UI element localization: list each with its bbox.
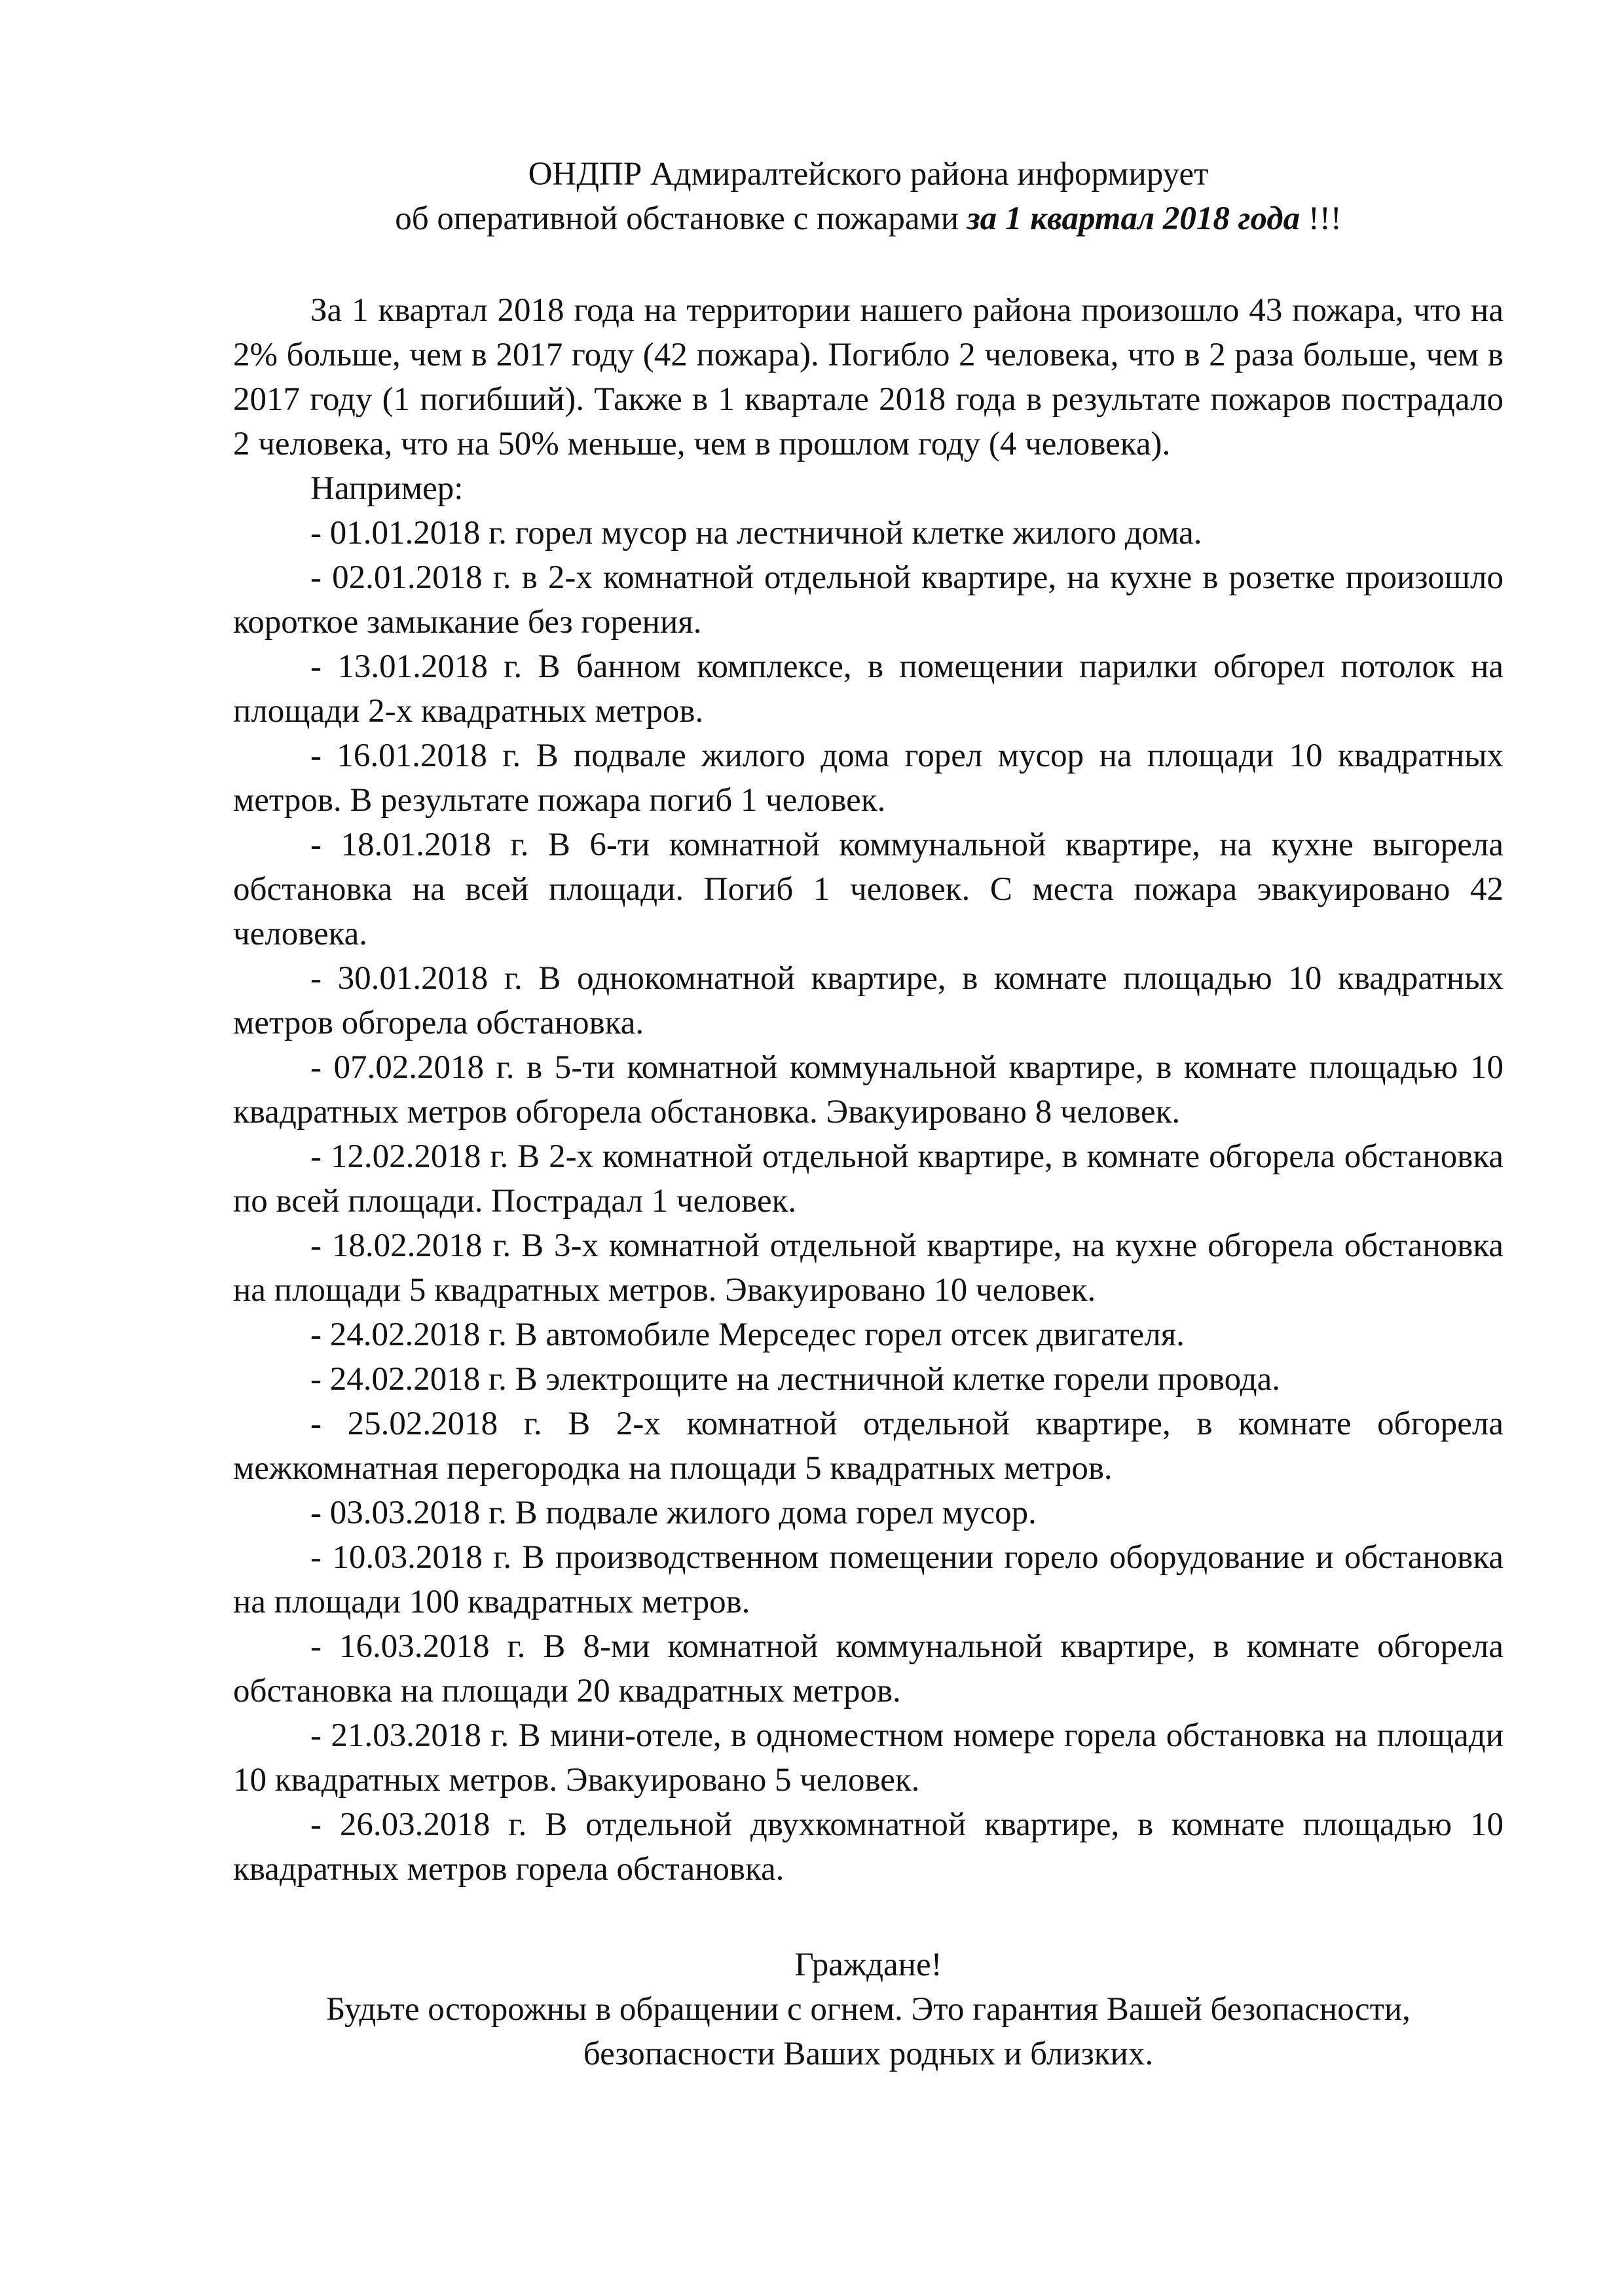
incident-item: - 16.03.2018 г. В 8-ми комнатной коммунальной квартире, в комнате обгорела обстановка на площади 20 квадратных метров. — [233, 1628, 1504, 1709]
header-line-1: ОНДПР Адмиралтейского района информирует — [528, 156, 1209, 193]
header-line-2 — [233, 196, 1504, 241]
incident-item: - 24.02.2018 г. В электрощите на лестничной клетке горели провода. — [310, 1361, 1280, 1398]
footer-appeal: Граждане! — [794, 1947, 942, 1983]
incident-item: - 13.01.2018 г. В банном комплексе, в помещении парилки обгорел потолок на площади 2-х квадратных метров. — [233, 648, 1504, 730]
incident-item: - 07.02.2018 г. в 5-ти комнатной коммунальной квартире, в комнате площадью 10 квадратных метров обгорела обстановка. Эвакуировано 8 человек. — [233, 1049, 1504, 1130]
document-header — [233, 152, 1504, 241]
document-page — [233, 152, 1504, 2076]
incident-item: - 25.02.2018 г. В 2-х комнатной отдельной квартире, в комнате обгорела межкомнатная перегородка на площади 5 квадратных метров. — [233, 1406, 1504, 1487]
summary-paragraph: За 1 квартал 2018 года на территории нашего района произошло 43 пожара, что на 2% больше, чем в 2017 году (42 пожара). Погибло 2 человека, что в 2 раза больше, чем в 2017 году (1 погибший). Также в 1 квартале 2018 года в результате пожаров пострадало 2 человека, что на 50% меньше, чем в прошлом году (4 человека). — [233, 292, 1504, 462]
incident-item: - 26.03.2018 г. В отдельной двухкомнатной квартире, в комнате площадью 10 квадратных метров горела обстановка. — [233, 1806, 1504, 1888]
incident-item: - 24.02.2018 г. В автомобиле Мерседес горел отсек двигателя. — [310, 1316, 1185, 1353]
document-body — [233, 288, 1504, 1892]
incident-item: - 12.02.2018 г. В 2-х комнатной отдельной квартире, в комнате обгорела обстановка по всей площади. Пострадал 1 человек. — [233, 1138, 1504, 1220]
document-footer — [233, 1943, 1504, 2076]
incident-item: - 03.03.2018 г. В подвале жилого дома горел мусор. — [310, 1495, 1037, 1531]
incident-item: - 30.01.2018 г. В однокомнатной квартире, в комнате площадью 10 квадратных метров обгорела обстановка. — [233, 960, 1504, 1041]
header-exclamation: !!! — [1308, 200, 1342, 237]
footer-line-2: безопасности Ваших родных и близких. — [583, 2036, 1154, 2072]
header-period: за 1 квартал 2018 года — [967, 200, 1301, 237]
incident-item: - 02.01.2018 г. в 2-х комнатной отдельной квартире, на кухне в розетке произошло короткое замыкание без горения. — [233, 559, 1504, 641]
incident-item: - 16.01.2018 г. В подвале жилого дома горел мусор на площади 10 квадратных метров. В результате пожара погиб 1 человек. — [233, 737, 1504, 819]
examples-intro: Например: — [310, 470, 464, 507]
footer-line-1: Будьте осторожны в обращении с огнем. Это гарантия Вашей безопасности, — [326, 1991, 1411, 2028]
incident-item: - 21.03.2018 г. В мини-отеле, в одноместном номере горела обстановка на площади 10 квадратных метров. Эвакуировано 5 человек. — [233, 1717, 1504, 1799]
incident-item: - 01.01.2018 г. горел мусор на лестничной клетке жилого дома. — [310, 515, 1202, 551]
incident-item: - 18.02.2018 г. В 3-х комнатной отдельной квартире, на кухне обгорела обстановка на площади 5 квадратных метров. Эвакуировано 10 человек. — [233, 1227, 1504, 1309]
incident-item: - 18.01.2018 г. В 6-ти комнатной коммунальной квартире, на кухне выгорела обстановка на всей площади. Погиб 1 человек. С места пожара эвакуировано 42 человека. — [233, 827, 1504, 952]
incident-list — [233, 511, 1504, 1892]
header-line-2-prefix: об оперативной обстановке с пожарами — [395, 200, 959, 237]
incident-item: - 10.03.2018 г. В производственном помещении горело оборудование и обстановка на площади 100 квадратных метров. — [233, 1539, 1504, 1620]
